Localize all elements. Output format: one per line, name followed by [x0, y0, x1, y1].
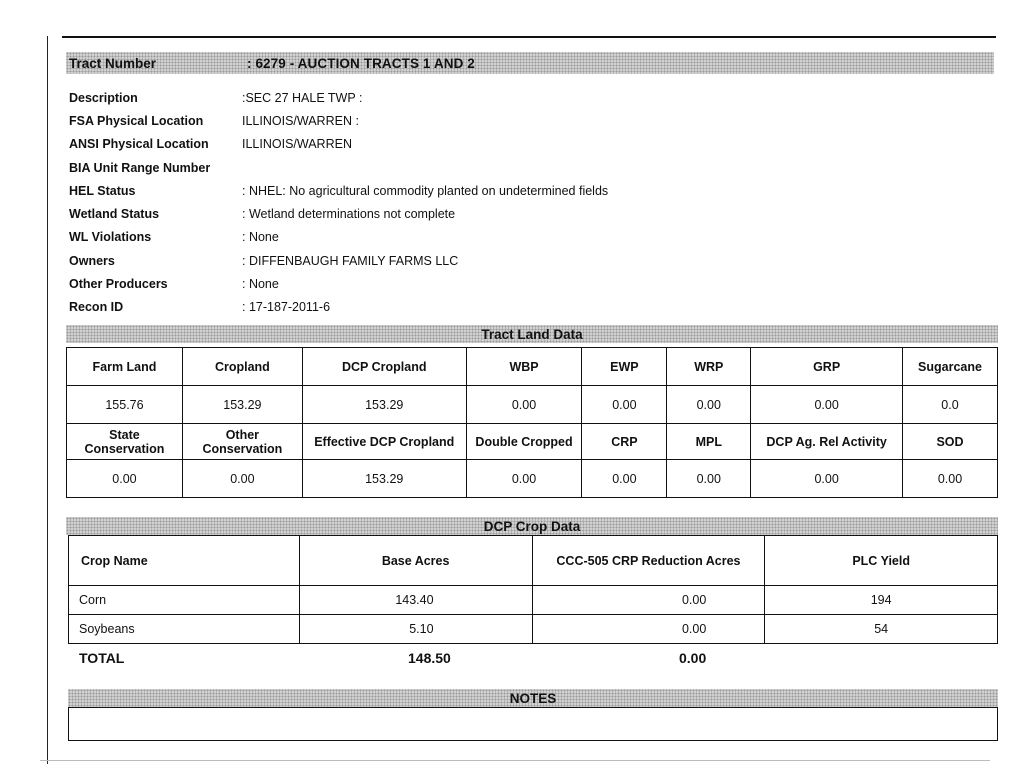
info-row-description: [69, 86, 969, 109]
table-cell: 0.00: [751, 386, 903, 424]
info-row-recon-id: [69, 296, 969, 319]
info-row-wetland-status: [69, 202, 969, 225]
column-header: Cropland: [182, 348, 302, 386]
column-header: CCC-505 CRP Reduction Acres: [532, 536, 765, 586]
column-header: Farm Land: [67, 348, 183, 386]
info-key: BIA Unit Range Number: [69, 160, 211, 175]
info-row-hel-status: [69, 179, 969, 202]
tract-info: [69, 86, 969, 319]
plc-yield: 54: [765, 615, 998, 644]
table-cell: 0.00: [182, 460, 302, 498]
info-key: HEL Status: [69, 183, 136, 198]
column-header: Other Conservation: [182, 424, 302, 460]
column-header: State Conservation: [67, 424, 183, 460]
table-cell: 0.00: [667, 460, 751, 498]
info-value: : NHEL: No agricultural commodity planted on undetermined fields: [242, 183, 609, 198]
info-key: FSA Physical Location: [69, 113, 204, 128]
notes-header: [68, 689, 998, 707]
column-header: WBP: [466, 348, 582, 386]
column-header: Base Acres: [299, 536, 532, 586]
dcp-crop-data-title: DCP Crop Data: [483, 518, 581, 534]
table-row: [69, 586, 998, 615]
crp-reduction-acres: 0.00: [532, 586, 765, 615]
base-acres: 5.10: [299, 615, 532, 644]
tract-number-label: Tract Number: [69, 55, 157, 71]
info-value: : DIFFENBAUGH FAMILY FARMS LLC: [242, 253, 459, 268]
total-label: TOTAL: [79, 650, 125, 666]
info-key: Owners: [69, 253, 115, 268]
table-cell: 0.00: [582, 460, 667, 498]
crp-reduction-acres: 0.00: [532, 615, 765, 644]
crop-name: Soybeans: [69, 615, 300, 644]
info-value: ILLINOIS/WARREN: [242, 137, 352, 152]
table-cell: 0.00: [466, 460, 582, 498]
tract-number-bar: [66, 52, 994, 74]
column-header: DCP Ag. Rel Activity: [751, 424, 903, 460]
total-crp-reduction: 0.00: [679, 650, 707, 666]
info-row-bia-unit: [69, 156, 969, 179]
base-acres: 143.40: [299, 586, 532, 615]
column-header: GRP: [751, 348, 903, 386]
column-header: MPL: [667, 424, 751, 460]
page-left-border: [47, 36, 48, 764]
tract-land-table: [66, 347, 998, 498]
dcp-crop-header-row: [69, 536, 998, 586]
table-cell: 0.00: [903, 460, 998, 498]
column-header: Crop Name: [69, 536, 300, 586]
info-key: Wetland Status: [69, 207, 160, 222]
info-value: : 17-187-2011-6: [242, 300, 331, 315]
column-header: DCP Cropland: [302, 348, 466, 386]
tract-land-header-row: [67, 424, 998, 460]
table-cell: 153.29: [182, 386, 302, 424]
tract-land-value-row: [67, 386, 998, 424]
table-cell: 0.00: [466, 386, 582, 424]
column-header: Effective DCP Cropland: [302, 424, 466, 460]
info-key: Description: [69, 90, 138, 105]
info-key: Other Producers: [69, 277, 168, 292]
info-value: : None: [242, 277, 279, 292]
tract-number-value: : 6279 - AUCTION TRACTS 1 AND 2: [247, 55, 475, 71]
table-cell: 153.29: [302, 386, 466, 424]
info-value: ILLINOIS/WARREN :: [242, 113, 359, 128]
info-key: Recon ID: [69, 300, 124, 315]
info-value: :SEC 27 HALE TWP :: [242, 90, 363, 105]
notes-title: NOTES: [509, 690, 557, 706]
table-cell: 0.00: [667, 386, 751, 424]
bottom-rule: [40, 760, 990, 761]
info-row-other-producers: [69, 272, 969, 295]
total-base-acres: 148.50: [408, 650, 451, 666]
column-header: EWP: [582, 348, 667, 386]
table-row: [69, 615, 998, 644]
column-header: Double Cropped: [466, 424, 582, 460]
info-value: : None: [242, 230, 279, 245]
table-cell: 0.00: [751, 460, 903, 498]
info-row-wl-violations: [69, 226, 969, 249]
column-header: PLC Yield: [765, 536, 998, 586]
table-cell: 155.76: [67, 386, 183, 424]
tract-land-header-row: [67, 348, 998, 386]
info-key: WL Violations: [69, 230, 152, 245]
plc-yield: 194: [765, 586, 998, 615]
notes-box: [68, 707, 998, 741]
info-row-owners: [69, 249, 969, 272]
column-header: CRP: [582, 424, 667, 460]
table-cell: 0.0: [903, 386, 998, 424]
column-header: SOD: [903, 424, 998, 460]
info-value: : Wetland determinations not complete: [242, 207, 456, 222]
table-cell: 0.00: [67, 460, 183, 498]
info-row-ansi-location: [69, 133, 969, 156]
table-cell: 153.29: [302, 460, 466, 498]
column-header: Sugarcane: [903, 348, 998, 386]
table-cell: 0.00: [582, 386, 667, 424]
tract-land-value-row: [67, 460, 998, 498]
dcp-crop-data-header: [66, 517, 998, 535]
tract-land-data-header: [66, 325, 998, 343]
tract-land-data-title: Tract Land Data: [481, 326, 583, 342]
column-header: WRP: [667, 348, 751, 386]
info-key: ANSI Physical Location: [69, 137, 209, 152]
dcp-crop-table: [68, 535, 998, 644]
top-rule: [62, 36, 996, 38]
info-row-fsa-location: [69, 109, 969, 132]
crop-name: Corn: [69, 586, 300, 615]
